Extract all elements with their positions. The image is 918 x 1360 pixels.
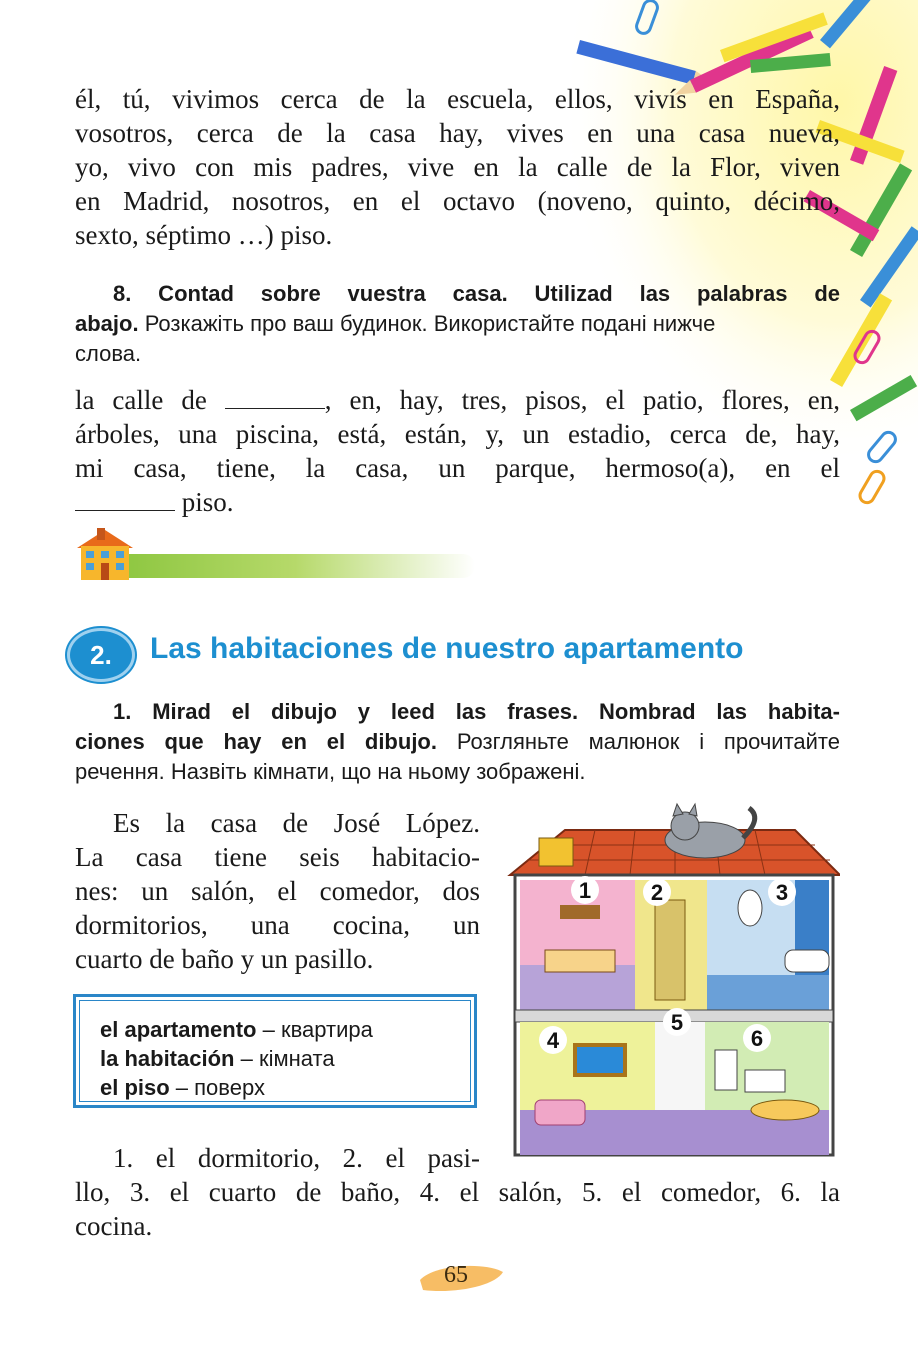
room-label: 5 [670, 1010, 684, 1035]
section-title: Las habitaciones de nuestro apartamento [150, 632, 744, 665]
exercise-8-instruction [75, 279, 840, 369]
words-text: árboles, una piscina, está, están, y, un estadio, cerca de, hay, [75, 419, 840, 449]
blank-line [225, 390, 325, 409]
text-line: cuarto de baño y un pasillo. [75, 944, 374, 974]
exercise-1-instruction [75, 697, 840, 787]
section-number: 2. [90, 640, 112, 670]
vocab-translation: – кімната [234, 1046, 335, 1071]
room-label: 1 [578, 878, 592, 903]
room-label: 3 [775, 880, 789, 905]
exercise-1-text [75, 806, 480, 976]
instruction-bold: abajo. [75, 311, 139, 336]
words-text: , en, hay, tres, pisos, el patio, flores, en, [324, 385, 840, 415]
exercise-8-words [75, 383, 840, 519]
banner-bar [115, 554, 475, 578]
text-line: La casa tiene seis habitacio- [75, 842, 480, 872]
text-line: llo, 3. el cuarto de baño, 4. el salón, 5. el comedor, 6. la [75, 1177, 840, 1207]
exercise-7-continuation [75, 82, 840, 252]
instruction-ua: слова. [75, 341, 142, 366]
vocab-term: el apartamento [100, 1017, 257, 1042]
section-number-badge [67, 628, 135, 682]
text-line: cocina. [75, 1211, 153, 1241]
instruction-ua: речення. Назвіть кімнати, що на ньому зображені. [75, 759, 586, 784]
vocab-translation: – поверх [169, 1075, 265, 1100]
text-line: en Madrid, nosotros, en el octavo (noveno, quinto, décimo, [75, 186, 840, 216]
instruction-bold: 1. Mirad el dibujo y leed las frases. Nombrad las habita- [113, 699, 840, 724]
text-line: él, tú, vivimos cerca de la escuela, ellos, vivís en España, [75, 84, 840, 114]
instruction-ua: Розкажіть про ваш будинок. Використайте подані нижче [138, 311, 716, 336]
answers-text [75, 1141, 840, 1243]
words-text: piso. [175, 487, 234, 517]
house-illustration [505, 800, 840, 1158]
vocab-entry [100, 1073, 470, 1102]
instruction-bold: 8. Contad sobre vuestra casa. Utilizad las palabras de [113, 281, 840, 306]
page-number: 65 [444, 1262, 468, 1288]
text-line: 1. el dormitorio, 2. el pasi- [113, 1143, 480, 1173]
text-line: sexto, séptimo …) piso. [75, 220, 333, 250]
text-line: vosotros, cerca de la casa hay, vives en una casa nueva, [75, 118, 840, 148]
text-line: yo, vivo con mis padres, vive en la calle de la Flor, viven [75, 152, 840, 182]
house-icon [75, 528, 135, 582]
instruction-bold: ciones que hay en el dibujo. [75, 729, 437, 754]
text-line: Es la casa de José López. [113, 808, 480, 838]
vocab-entry [100, 1015, 470, 1044]
blank-line [75, 492, 175, 511]
text-line: nes: un salón, el comedor, dos [75, 876, 480, 906]
instruction-ua: Розгляньте малюнок і прочитайте [436, 729, 840, 754]
words-text: mi casa, tiene, la casa, un parque, hermoso(a), en el [75, 453, 840, 483]
words-text: la calle de [75, 385, 225, 415]
room-label: 2 [650, 880, 664, 905]
vocabulary-box [73, 994, 477, 1108]
vocab-translation: – квартира [256, 1017, 373, 1042]
vocab-term: la habitación [100, 1046, 235, 1071]
vocab-term: el piso [100, 1075, 170, 1100]
page-number-badge [415, 1258, 505, 1298]
room-label: 4 [546, 1028, 560, 1053]
vocab-entry [100, 1044, 470, 1073]
text-line: dormitorios, una cocina, un [75, 910, 480, 940]
room-label: 6 [750, 1026, 764, 1051]
section-banner [75, 528, 475, 582]
